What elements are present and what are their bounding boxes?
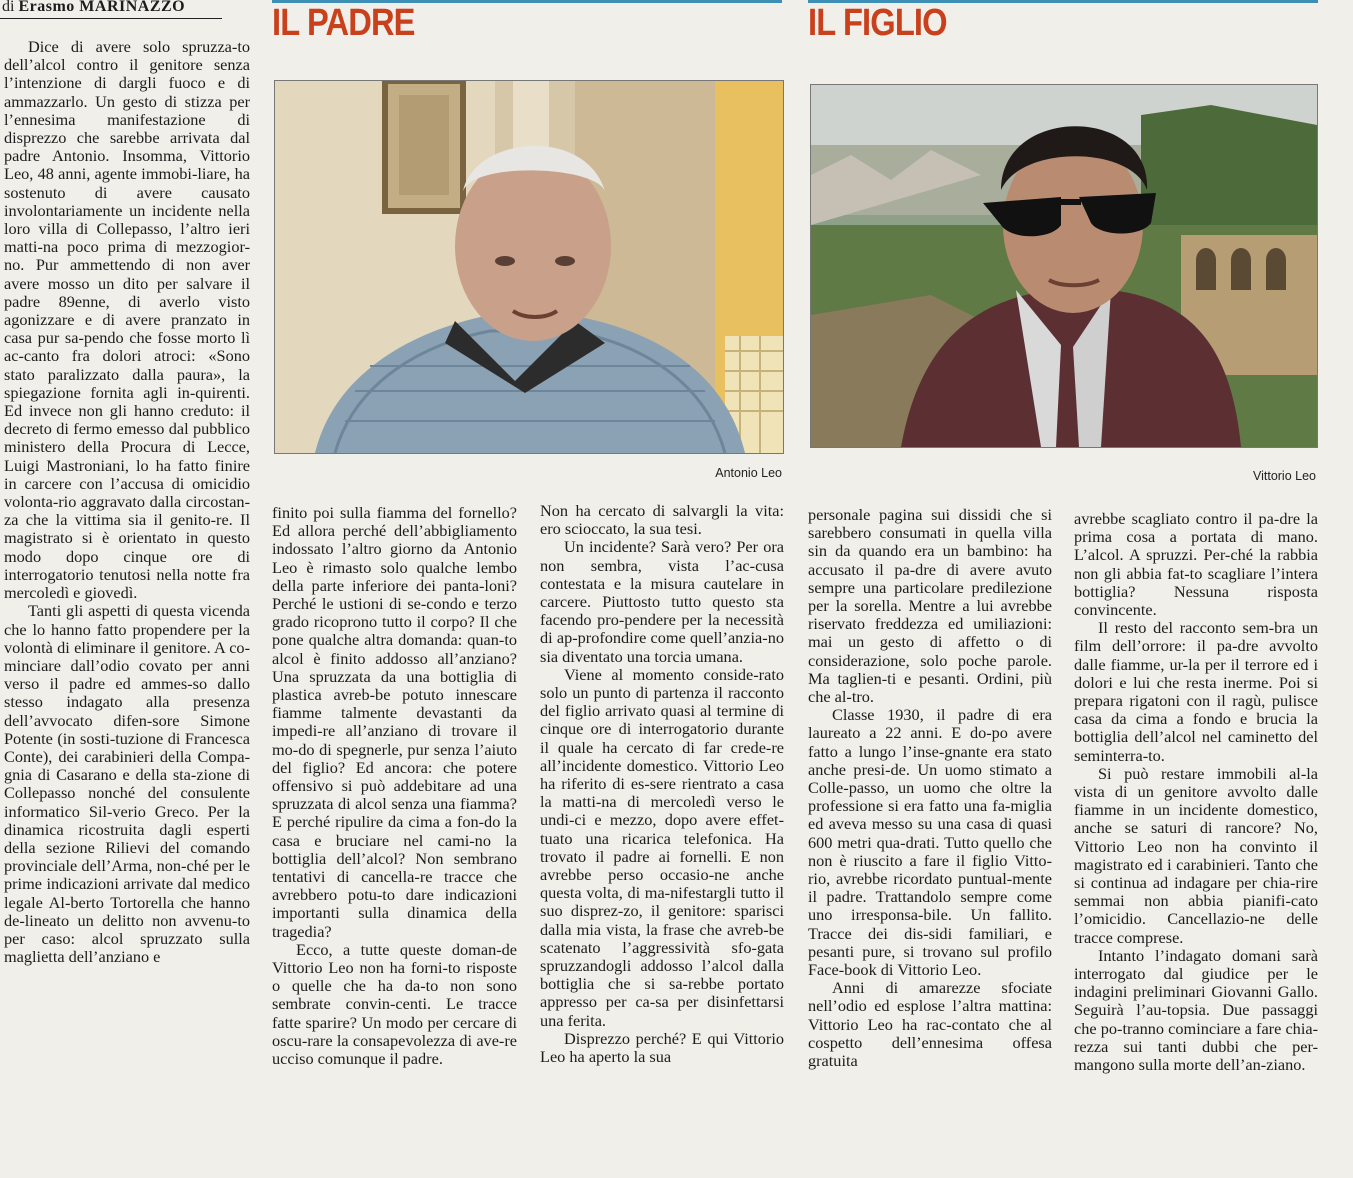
article-column-2 [272, 504, 517, 1068]
photo-vittorio-leo [810, 84, 1318, 448]
article-column-5 [1074, 510, 1318, 1074]
paragraph: Dice di avere solo spruzza-to dell’alcol contro il genitore senza l’intenzione di dargli fuoco e di ammazzarlo. Un gesto di stizza per l’ennesima manifestazione di disprezzo che sarebbe arrivata dal padre Antonio. Insomma, Vittorio Leo, 48 anni, agente immobi-liare, ha sostenuto di avere causato involontariamente un incidente nella loro villa di Collepasso, l’altro ieri matti-na poco prima di mezzogior-no. Pur ammettendo di non aver avere mosso un dito per salvare il padre 89enne, di averlo visto agonizzare e di avere pranzato in casa pur sa-pendo che fosse morto lì ac-canto fra dolori atroci: «Sono stato paralizzato dalla paura», la spiegazione fornita agli in-quirenti. Ed invece non gli hanno creduto: il decreto di fermo emesso dal pubblico ministero della Procura di Lecce, Luigi Mastroniani, lo ha fatto finire in carcere con l’accusa di omicidio volonta-rio aggravato dalla circostan-za che la vittima sia il genito-re. Il magistrato si è orientato in questo modo dopo cinque ore di interrogatorio tenutosi nella notte fra mercoledì e giovedì. [4, 37, 250, 603]
byline-prefix: di [2, 0, 15, 15]
son-photo-illustration [811, 85, 1317, 447]
paragraph: Disprezzo perché? E qui Vittorio Leo ha aperto la sua [540, 1028, 784, 1067]
paragraph: avrebbe scagliato contro il pa-dre la prima cosa a portata di mano. L’alcol. A spruzzi. Per-ché la rabbia non gli abbia fat-to scagliare l’intera bottiglia? Nessuna risposta convincente. [1074, 509, 1318, 620]
byline [2, 0, 185, 16]
headline-son: IL FIGLIO [808, 2, 947, 44]
father-photo-illustration [275, 81, 783, 453]
article-column-3 [540, 502, 784, 1066]
paragraph: Tanti gli aspetti di questa vicenda che lo hanno fatto propendere per la volontà di eliminare il genitore. A co-minciare dall’odio covato per anni verso il padre ed ammes-so dallo stesso indagato alla presenza dell’avvocato difen-sore Simone Potente (in sosti-tuzione di Francesca Conte), dei carabinieri della Compa-gnia di Casarano e della sta-zione di Collepasso nonché del consulente informatico Sil-verio Greco. Per la dinamica ricostruita dagli esperti della sezione Rilievi del comando provinciale dell’Arma, non-ché per le prime indicazioni arrivate dal medico legale Al-berto Tortorella che hanno de-lineato un delitto non avvenu-to per caso: alcol spruzzato sulla maglietta dell’anziano e [4, 601, 250, 967]
paragraph: Ecco, a tutte queste doman-de Vittorio Leo non ha forni-to risposte o quelle che ha da-to non sono sembrate convin-centi. Le tracce fatte sparire? Un modo per cercare di oscu-rare la consapevolezza di ave-re ucciso comunque il padre. [272, 939, 517, 1069]
paragraph: Intanto l’indagato domani sarà interrogato dal giudice per le indagini preliminari Giovanni Gallo. Seguirà l’au-topsia. Due passaggi che po-tranno cominciare a fare chia-rezza sui tanti dubbi che per-mangono sulla morte dell’an-ziano. [1074, 945, 1318, 1075]
paragraph: Classe 1930, il padre di era laureato a 22 anni. E do-po avere fatto a lungo l’inse-gnante era stato anche presi-de. Un uomo stimato a Colle-passo, un uomo che oltre la professione si era fatto una fa-miglia ed aveva messo su una casa di quasi 600 metri qua-drati. Tutto quello che non è riuscito a fare il figlio Vitto-rio, avrebbe ricordato puntual-mente il padre. Trattandolo sempre come uno irresponsa-bile. Un fallito. Tracce dei dis-sidi familiari, e pesanti pure, si trovano sul profilo Face-book di Vittorio Leo. [808, 705, 1052, 980]
paragraph: Viene al momento conside-rato solo un punto di partenza il racconto del figlio arrivato quasi al termine di cinque ore di interrogatorio durante il quale ha cercato di far crede-re all’incidente domestico. Vittorio Leo ha riferito di es-sere rientrato a casa la matti-na di mercoledì verso le undi-ci e mezzo, dopo avere effet-tuato una ricarica telefonica. Ha trovato il padre ai fornelli. E non avrebbe perso occasio-ne anche questa volta, di ma-nifestargli tutto il suo disprez-zo, il genitore: sparisci dalla mia vista, la frase che avreb-be scatenato l’aggressività sfo-gata spruzzandogli addosso l’alcol dalla bottiglia che si sa-rebbe portato appresso per ca-sa per disinfettarsi una ferita. [540, 664, 784, 1030]
photo-antonio-leo [274, 80, 784, 454]
caption-father: Antonio Leo [715, 466, 782, 480]
paragraph: Si può restare immobili al-la vista di un genitore avvolto dalle fiamme in un incidente domestico, anche se saturi di rancore? No, Vittorio Leo non ha convinto il magistrato ed i carabinieri. Tanto che si continua ad indagare per chia-rire semmai non abbia pianifi-cato l’omicidio. Cancellazio-ne delle tracce comprese. [1074, 763, 1318, 947]
paragraph: finito poi sulla fiamma del fornello? Ed allora perché dell’abbigliamento indossato l’altro giorno da Antonio Leo è rimasto solo qualche lembo della parte inferiore dei panta-loni? Perché le ustioni di se-condo e terzo grado ricoprono tutto il corpo? Il che pone qualche altra domanda: quan-to alcol è finito addosso all’anziano? Una spruzzata da una bottiglia di plastica avreb-be potuto innescare fiamme talmente devastanti da impedi-re all’anziano di trovare il mo-do di spegnerle, pur senza l’aiuto del figlio? Ed ancora: che potere offensivo si può addebitare ad una spruzzata di alcol senza una fiamma? E perché ripulire da cima a fon-do la casa e bruciare nel cami-no la bottiglia dell’alcol? Non sembrano tentativi di cancella-re tracce che avrebbero potu-to dare indicazioni importanti sulla dinamica della tragedia? [272, 503, 517, 941]
article-column-4 [808, 506, 1052, 1070]
paragraph: Non ha cercato di salvargli la vita: ero scioccato, la sua tesi. [540, 501, 784, 539]
headline-father: IL PADRE [272, 2, 415, 44]
paragraph: Un incidente? Sarà vero? Per ora non sembra, vista l’ac-cusa contestata e la misura cautelare in carcere. Piuttosto tutto questo sta facendo pro-pendere per la necessità di ap-profondire come quell’anzia-no sia diventato una torcia umana. [540, 537, 784, 666]
paragraph: Il resto del racconto sem-bra un film dell’orrore: il pa-dre avvolto dalle fiamme, ur-la per il terrore ed i dolori e lui che resta inerme. Poi si prepara rigatoni con il ragù, pulisce casa da cima a fondo e brucia la bottiglia dell’alcol nel caminetto del seminterra-to. [1074, 618, 1318, 765]
caption-son: Vittorio Leo [1252, 469, 1316, 483]
paragraph: Anni di amarezze sfociate nell’odio ed esplose l’altra mattina: Vittorio Leo ha rac-contato che al cospetto dell’ennesima offesa gratuita [808, 978, 1052, 1071]
paragraph: personale pagina sui dissidi che si sarebbero consumati in quella villa sin da quando era un bambino: ha accusato il pa-dre di avere avuto sempre una particolare predilezione per la sorella. Mentre a lui avrebbe riservato freddezza ed umiliazioni: mai un gesto di affetto o di considerazione, solo poche parole. Ma taglien-ti e pesanti. Ordini, più che al-tro. [808, 505, 1052, 707]
byline-author: Erasmo MARINAZZO [18, 0, 186, 15]
article-column-1 [4, 38, 250, 966]
